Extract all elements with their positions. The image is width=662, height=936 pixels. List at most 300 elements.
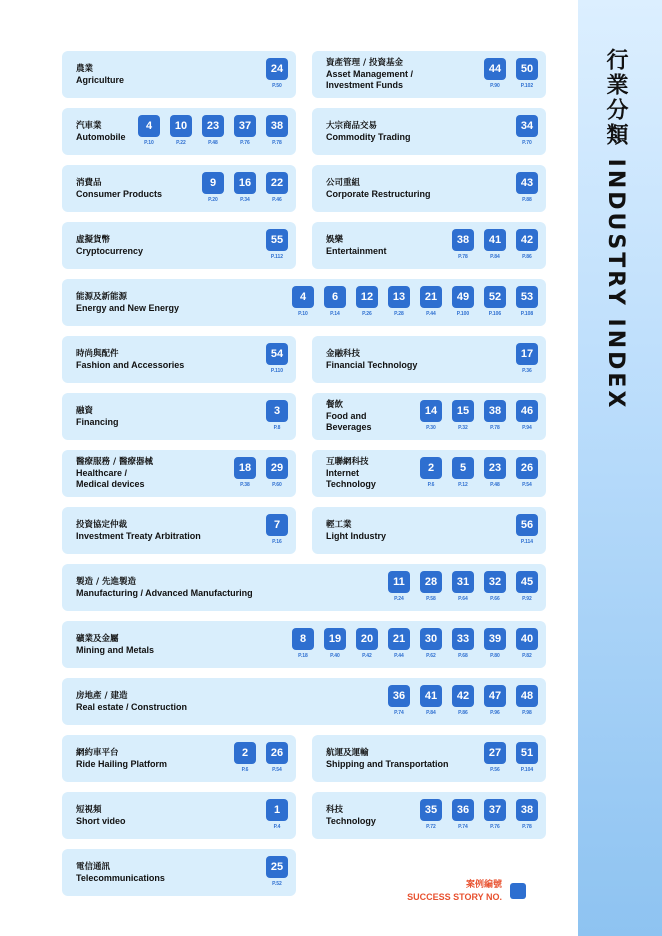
case-badge[interactable] bbox=[452, 457, 474, 488]
case-badge[interactable] bbox=[234, 115, 256, 146]
case-number: 17 bbox=[516, 343, 538, 365]
case-badge[interactable] bbox=[516, 115, 538, 146]
case-badges bbox=[266, 400, 288, 431]
case-page-ref: P.74 bbox=[394, 710, 404, 716]
industry-card bbox=[62, 222, 296, 269]
industry-name-en: Investment Treaty Arbitration bbox=[76, 530, 201, 541]
case-badge[interactable] bbox=[484, 685, 506, 716]
industry-name-zh: 互聯網科技 bbox=[326, 457, 369, 467]
case-badge[interactable] bbox=[452, 799, 474, 830]
case-badge[interactable] bbox=[484, 400, 506, 431]
industry-card bbox=[312, 108, 546, 155]
case-page-ref: P.54 bbox=[272, 767, 282, 773]
case-page-ref: P.92 bbox=[522, 596, 532, 602]
industry-name-zh: 資產管理 / 投資基金 bbox=[326, 58, 404, 68]
case-badge[interactable] bbox=[420, 457, 442, 488]
case-page-ref: P.114 bbox=[520, 539, 534, 545]
case-page-ref: P.74 bbox=[458, 824, 468, 830]
case-badge[interactable] bbox=[420, 628, 442, 659]
case-page-ref: P.60 bbox=[272, 482, 282, 488]
case-badge[interactable] bbox=[266, 457, 288, 488]
industry-name-zh: 科技 bbox=[326, 804, 344, 815]
industry-card bbox=[312, 336, 546, 383]
case-number: 25 bbox=[266, 856, 288, 878]
industry-card bbox=[312, 51, 546, 98]
case-badge[interactable] bbox=[234, 172, 256, 203]
case-number: 38 bbox=[266, 115, 288, 137]
case-number: 38 bbox=[484, 400, 506, 422]
industry-card bbox=[62, 507, 296, 554]
case-badge[interactable] bbox=[266, 58, 288, 89]
case-page-ref: P.30 bbox=[426, 425, 436, 431]
industry-card bbox=[62, 450, 296, 497]
legend-row bbox=[62, 867, 546, 914]
case-number: 55 bbox=[266, 229, 288, 251]
industry-name-en: Agriculture bbox=[76, 74, 125, 85]
case-number: 4 bbox=[138, 115, 160, 137]
industry-name-zh: 時尚與配件 bbox=[76, 348, 119, 359]
case-number: 45 bbox=[516, 571, 538, 593]
industry-name-en: Food and Beverages bbox=[326, 411, 372, 432]
case-badges bbox=[202, 172, 288, 203]
case-page-ref: P.64 bbox=[458, 596, 468, 602]
industry-row bbox=[62, 165, 546, 212]
case-number: 15 bbox=[452, 400, 474, 422]
case-page-ref: P.44 bbox=[426, 311, 436, 317]
case-page-ref: P.84 bbox=[426, 710, 436, 716]
case-page-ref: P.20 bbox=[208, 197, 218, 203]
case-badges bbox=[516, 514, 538, 545]
industry-labels bbox=[76, 108, 126, 155]
case-badge[interactable] bbox=[420, 685, 442, 716]
case-badges bbox=[516, 343, 538, 374]
industry-name-zh: 能源及新能源 bbox=[76, 291, 128, 302]
industry-labels bbox=[326, 222, 387, 269]
industry-row bbox=[62, 678, 546, 725]
industry-row bbox=[62, 450, 546, 497]
case-badge[interactable] bbox=[516, 172, 538, 203]
case-badge[interactable] bbox=[266, 400, 288, 431]
case-number: 48 bbox=[516, 685, 538, 707]
case-number: 24 bbox=[266, 58, 288, 80]
case-page-ref: P.68 bbox=[458, 653, 468, 659]
case-page-ref: P.108 bbox=[520, 311, 534, 317]
case-badge[interactable] bbox=[484, 742, 506, 773]
case-page-ref: P.48 bbox=[208, 140, 218, 146]
industry-card bbox=[312, 393, 546, 440]
case-page-ref: P.36 bbox=[522, 368, 532, 374]
case-badge[interactable] bbox=[516, 457, 538, 488]
case-number: 36 bbox=[452, 799, 474, 821]
case-number: 22 bbox=[266, 172, 288, 194]
case-number: 10 bbox=[170, 115, 192, 137]
case-page-ref: P.14 bbox=[330, 311, 340, 317]
case-badge[interactable] bbox=[266, 742, 288, 773]
industry-name-en: Financing bbox=[76, 416, 119, 427]
industry-name-en: Healthcare / Medical devices bbox=[76, 468, 145, 489]
case-number: 41 bbox=[420, 685, 442, 707]
case-badge[interactable] bbox=[266, 115, 288, 146]
case-badge[interactable] bbox=[266, 343, 288, 374]
page-title: 行業分類 INDUSTRY INDEX bbox=[603, 48, 628, 411]
case-badges bbox=[452, 229, 538, 260]
industry-name-zh: 投資協定仲裁 bbox=[76, 519, 128, 530]
case-page-ref: P.110 bbox=[270, 368, 284, 374]
industry-card bbox=[312, 507, 546, 554]
industry-row bbox=[62, 336, 546, 383]
case-badge[interactable] bbox=[170, 115, 192, 146]
case-badge[interactable] bbox=[292, 286, 314, 317]
case-page-ref: P.78 bbox=[490, 425, 500, 431]
industry-row bbox=[62, 621, 546, 668]
case-badge[interactable] bbox=[516, 571, 538, 602]
industry-row bbox=[62, 393, 546, 440]
case-number: 2 bbox=[420, 457, 442, 479]
industry-labels bbox=[76, 450, 153, 497]
industry-name-en: Commodity Trading bbox=[326, 131, 411, 142]
case-badges bbox=[138, 115, 288, 146]
industry-name-zh: 航運及運輸 bbox=[326, 747, 369, 758]
case-page-ref: P.24 bbox=[394, 596, 404, 602]
case-badge[interactable] bbox=[516, 286, 538, 317]
industry-row bbox=[62, 279, 546, 326]
case-page-ref: P.10 bbox=[298, 311, 308, 317]
case-badges bbox=[484, 58, 538, 89]
industry-name-en: Corporate Restructuring bbox=[326, 188, 431, 199]
case-badge[interactable] bbox=[484, 799, 506, 830]
case-badge[interactable] bbox=[516, 229, 538, 260]
case-badge[interactable] bbox=[266, 514, 288, 545]
case-number: 7 bbox=[266, 514, 288, 536]
case-badge[interactable] bbox=[516, 514, 538, 545]
case-badge[interactable] bbox=[420, 286, 442, 317]
case-number: 6 bbox=[324, 286, 346, 308]
industry-card bbox=[312, 450, 546, 497]
case-badge[interactable] bbox=[202, 115, 224, 146]
industry-name-zh: 電信通訊 bbox=[76, 861, 111, 872]
case-number: 9 bbox=[202, 172, 224, 194]
case-page-ref: P.28 bbox=[394, 311, 404, 317]
case-number: 51 bbox=[516, 742, 538, 764]
case-badges bbox=[420, 799, 538, 830]
industry-card bbox=[62, 51, 296, 98]
case-number: 36 bbox=[388, 685, 410, 707]
industry-name-en: Telecommunications bbox=[76, 872, 165, 883]
case-page-ref: P.72 bbox=[426, 824, 436, 830]
case-badge[interactable] bbox=[420, 799, 442, 830]
industry-labels bbox=[326, 393, 372, 440]
case-page-ref: P.76 bbox=[240, 140, 250, 146]
industry-row bbox=[62, 564, 546, 611]
case-badge[interactable] bbox=[420, 400, 442, 431]
industry-name-en: Asset Management / Investment Funds bbox=[326, 69, 414, 90]
case-badge[interactable] bbox=[484, 229, 506, 260]
case-badges bbox=[234, 457, 288, 488]
case-number: 13 bbox=[388, 286, 410, 308]
industry-name-en: Ride Hailing Platform bbox=[76, 758, 168, 769]
industry-name-zh: 娛樂 bbox=[326, 234, 344, 245]
case-page-ref: P.44 bbox=[394, 653, 404, 659]
case-badge[interactable] bbox=[516, 742, 538, 773]
case-page-ref: P.18 bbox=[298, 653, 308, 659]
industry-labels bbox=[76, 735, 167, 782]
case-number: 21 bbox=[420, 286, 442, 308]
industry-row bbox=[62, 108, 546, 155]
case-number: 38 bbox=[516, 799, 538, 821]
case-page-ref: P.80 bbox=[490, 653, 500, 659]
case-page-ref: P.56 bbox=[490, 767, 500, 773]
case-page-ref: P.86 bbox=[458, 710, 468, 716]
case-number: 42 bbox=[452, 685, 474, 707]
case-badge[interactable] bbox=[388, 685, 410, 716]
case-badge[interactable] bbox=[234, 457, 256, 488]
case-page-ref: P.84 bbox=[490, 254, 500, 260]
industry-name-en: Light Industry bbox=[326, 530, 386, 541]
case-badge[interactable] bbox=[516, 400, 538, 431]
case-badge[interactable] bbox=[420, 571, 442, 602]
case-page-ref: P.16 bbox=[272, 539, 282, 545]
case-number: 46 bbox=[516, 400, 538, 422]
case-number: 5 bbox=[452, 457, 474, 479]
case-page-ref: P.38 bbox=[240, 482, 250, 488]
case-badge[interactable] bbox=[324, 286, 346, 317]
case-badges bbox=[292, 286, 538, 317]
industry-labels bbox=[76, 51, 124, 98]
case-page-ref: P.22 bbox=[176, 140, 186, 146]
case-page-ref: P.66 bbox=[490, 596, 500, 602]
industry-labels bbox=[76, 621, 154, 668]
case-number: 52 bbox=[484, 286, 506, 308]
case-number: 29 bbox=[266, 457, 288, 479]
case-number: 2 bbox=[234, 742, 256, 764]
case-badge[interactable] bbox=[266, 799, 288, 830]
case-number: 53 bbox=[516, 286, 538, 308]
industry-name-zh: 汽車業 bbox=[76, 120, 102, 131]
industry-labels bbox=[76, 165, 162, 212]
case-badge[interactable] bbox=[234, 742, 256, 773]
industry-row bbox=[62, 792, 546, 839]
industry-name-zh: 融資 bbox=[76, 405, 94, 416]
industry-labels bbox=[326, 792, 376, 839]
industry-labels bbox=[76, 336, 184, 383]
case-number: 18 bbox=[234, 457, 256, 479]
case-page-ref: P.78 bbox=[458, 254, 468, 260]
case-badge[interactable] bbox=[484, 286, 506, 317]
case-badge[interactable] bbox=[484, 571, 506, 602]
industry-labels bbox=[326, 108, 411, 155]
case-badge[interactable] bbox=[484, 457, 506, 488]
case-badge[interactable] bbox=[292, 628, 314, 659]
legend-swatch bbox=[510, 883, 526, 899]
case-page-ref: P.46 bbox=[272, 197, 282, 203]
industry-card bbox=[62, 108, 296, 155]
industry-card bbox=[62, 336, 296, 383]
case-badge[interactable] bbox=[266, 172, 288, 203]
case-number: 37 bbox=[484, 799, 506, 821]
case-number: 56 bbox=[516, 514, 538, 536]
industry-labels bbox=[76, 564, 253, 611]
case-page-ref: P.100 bbox=[456, 311, 470, 317]
industry-labels bbox=[326, 735, 449, 782]
case-badge[interactable] bbox=[452, 571, 474, 602]
case-badges bbox=[388, 571, 538, 602]
case-page-ref: P.106 bbox=[488, 311, 502, 317]
case-number: 16 bbox=[234, 172, 256, 194]
case-number: 50 bbox=[516, 58, 538, 80]
case-badge[interactable] bbox=[516, 343, 538, 374]
industry-name-en: Fashion and Accessories bbox=[76, 359, 185, 370]
industry-card bbox=[312, 792, 546, 839]
case-page-ref: P.6 bbox=[241, 767, 249, 773]
case-badge[interactable] bbox=[516, 799, 538, 830]
case-page-ref: P.54 bbox=[522, 482, 532, 488]
case-number: 37 bbox=[234, 115, 256, 137]
case-page-ref: P.90 bbox=[490, 83, 500, 89]
industry-labels bbox=[76, 678, 187, 725]
case-badge[interactable] bbox=[452, 685, 474, 716]
industry-name-en: Financial Technology bbox=[326, 359, 418, 370]
industry-row bbox=[62, 222, 546, 269]
case-number: 44 bbox=[484, 58, 506, 80]
industry-labels bbox=[326, 450, 376, 497]
case-page-ref: P.94 bbox=[522, 425, 532, 431]
case-badge[interactable] bbox=[138, 115, 160, 146]
case-badges bbox=[516, 115, 538, 146]
industry-labels bbox=[76, 393, 119, 440]
case-page-ref: P.48 bbox=[490, 482, 500, 488]
case-page-ref: P.96 bbox=[490, 710, 500, 716]
case-badges bbox=[420, 457, 538, 488]
industry-name-zh: 餐飲 bbox=[326, 400, 344, 410]
case-page-ref: P.82 bbox=[522, 653, 532, 659]
case-badge[interactable] bbox=[356, 286, 378, 317]
case-page-ref: P.12 bbox=[458, 482, 468, 488]
industry-card bbox=[62, 678, 546, 725]
industry-card bbox=[312, 735, 546, 782]
industry-card bbox=[62, 735, 296, 782]
case-number: 19 bbox=[324, 628, 346, 650]
case-page-ref: P.86 bbox=[522, 254, 532, 260]
case-number: 4 bbox=[292, 286, 314, 308]
case-badges bbox=[388, 685, 538, 716]
legend-label-zh: 案例編號 bbox=[465, 880, 502, 890]
industry-card bbox=[62, 165, 296, 212]
case-page-ref: P.34 bbox=[240, 197, 250, 203]
case-page-ref: P.42 bbox=[362, 653, 372, 659]
legend bbox=[312, 867, 546, 914]
case-number: 26 bbox=[516, 457, 538, 479]
industry-name-zh: 輕工業 bbox=[326, 519, 352, 530]
industry-name-zh: 農業 bbox=[76, 63, 94, 74]
industry-name-en: Cryptocurrency bbox=[76, 245, 144, 256]
industry-name-zh: 公司重組 bbox=[326, 177, 361, 188]
case-number: 28 bbox=[420, 571, 442, 593]
case-badge[interactable] bbox=[266, 229, 288, 260]
case-number: 32 bbox=[484, 571, 506, 593]
industry-card bbox=[62, 621, 546, 668]
industry-labels bbox=[76, 507, 201, 554]
case-number: 14 bbox=[420, 400, 442, 422]
industry-row bbox=[62, 507, 546, 554]
case-number: 3 bbox=[266, 400, 288, 422]
case-badge[interactable] bbox=[388, 286, 410, 317]
industry-labels bbox=[326, 336, 417, 383]
case-badges bbox=[234, 742, 288, 773]
case-page-ref: P.78 bbox=[522, 824, 532, 830]
case-number: 1 bbox=[266, 799, 288, 821]
case-badge[interactable] bbox=[516, 685, 538, 716]
industry-name-zh: 大宗商品交易 bbox=[326, 120, 378, 131]
industry-labels bbox=[76, 792, 126, 839]
case-number: 21 bbox=[388, 628, 410, 650]
case-badge[interactable] bbox=[484, 628, 506, 659]
case-number: 39 bbox=[484, 628, 506, 650]
case-number: 47 bbox=[484, 685, 506, 707]
case-page-ref: P.8 bbox=[273, 425, 281, 431]
industry-labels bbox=[326, 51, 413, 98]
case-badge[interactable] bbox=[388, 571, 410, 602]
industry-name-en: Internet Technology bbox=[326, 468, 376, 489]
case-number: 12 bbox=[356, 286, 378, 308]
industry-labels bbox=[76, 279, 179, 326]
industry-name-en: Entertainment bbox=[326, 245, 387, 256]
case-number: 31 bbox=[452, 571, 474, 593]
case-page-ref: P.76 bbox=[490, 824, 500, 830]
case-number: 23 bbox=[202, 115, 224, 137]
case-number: 33 bbox=[452, 628, 474, 650]
case-page-ref: P.112 bbox=[270, 254, 284, 260]
case-page-ref: P.50 bbox=[272, 83, 282, 89]
case-badge[interactable] bbox=[356, 628, 378, 659]
case-badge[interactable] bbox=[452, 400, 474, 431]
case-page-ref: P.62 bbox=[426, 653, 436, 659]
case-number: 41 bbox=[484, 229, 506, 251]
case-page-ref: P.98 bbox=[522, 710, 532, 716]
industry-labels bbox=[326, 507, 386, 554]
industry-name-zh: 網約車平台 bbox=[76, 747, 119, 758]
case-number: 35 bbox=[420, 799, 442, 821]
case-badge[interactable] bbox=[202, 172, 224, 203]
industry-name-en: Real estate / Construction bbox=[76, 701, 188, 712]
case-number: 54 bbox=[266, 343, 288, 365]
case-badge[interactable] bbox=[452, 229, 474, 260]
case-badge[interactable] bbox=[452, 286, 474, 317]
case-badge[interactable] bbox=[388, 628, 410, 659]
case-badges bbox=[266, 229, 288, 260]
case-number: 26 bbox=[266, 742, 288, 764]
case-badge[interactable] bbox=[484, 58, 506, 89]
industry-name-zh: 虛擬貨幣 bbox=[76, 234, 111, 245]
industry-name-en: Mining and Metals bbox=[76, 644, 155, 655]
case-badge[interactable] bbox=[452, 628, 474, 659]
case-badges bbox=[266, 514, 288, 545]
case-badges bbox=[516, 172, 538, 203]
industry-card bbox=[62, 792, 296, 839]
case-number: 34 bbox=[516, 115, 538, 137]
case-page-ref: P.6 bbox=[427, 482, 435, 488]
case-badge[interactable] bbox=[516, 58, 538, 89]
case-badges bbox=[420, 400, 538, 431]
case-number: 20 bbox=[356, 628, 378, 650]
industry-name-en: Technology bbox=[326, 815, 376, 826]
case-badge[interactable] bbox=[324, 628, 346, 659]
case-number: 23 bbox=[484, 457, 506, 479]
case-number: 49 bbox=[452, 286, 474, 308]
industry-name-zh: 製造 / 先進製造 bbox=[76, 576, 137, 587]
industry-name-zh: 金融科技 bbox=[326, 348, 361, 359]
industry-name-en: Automobile bbox=[76, 131, 126, 142]
case-badge[interactable] bbox=[516, 628, 538, 659]
